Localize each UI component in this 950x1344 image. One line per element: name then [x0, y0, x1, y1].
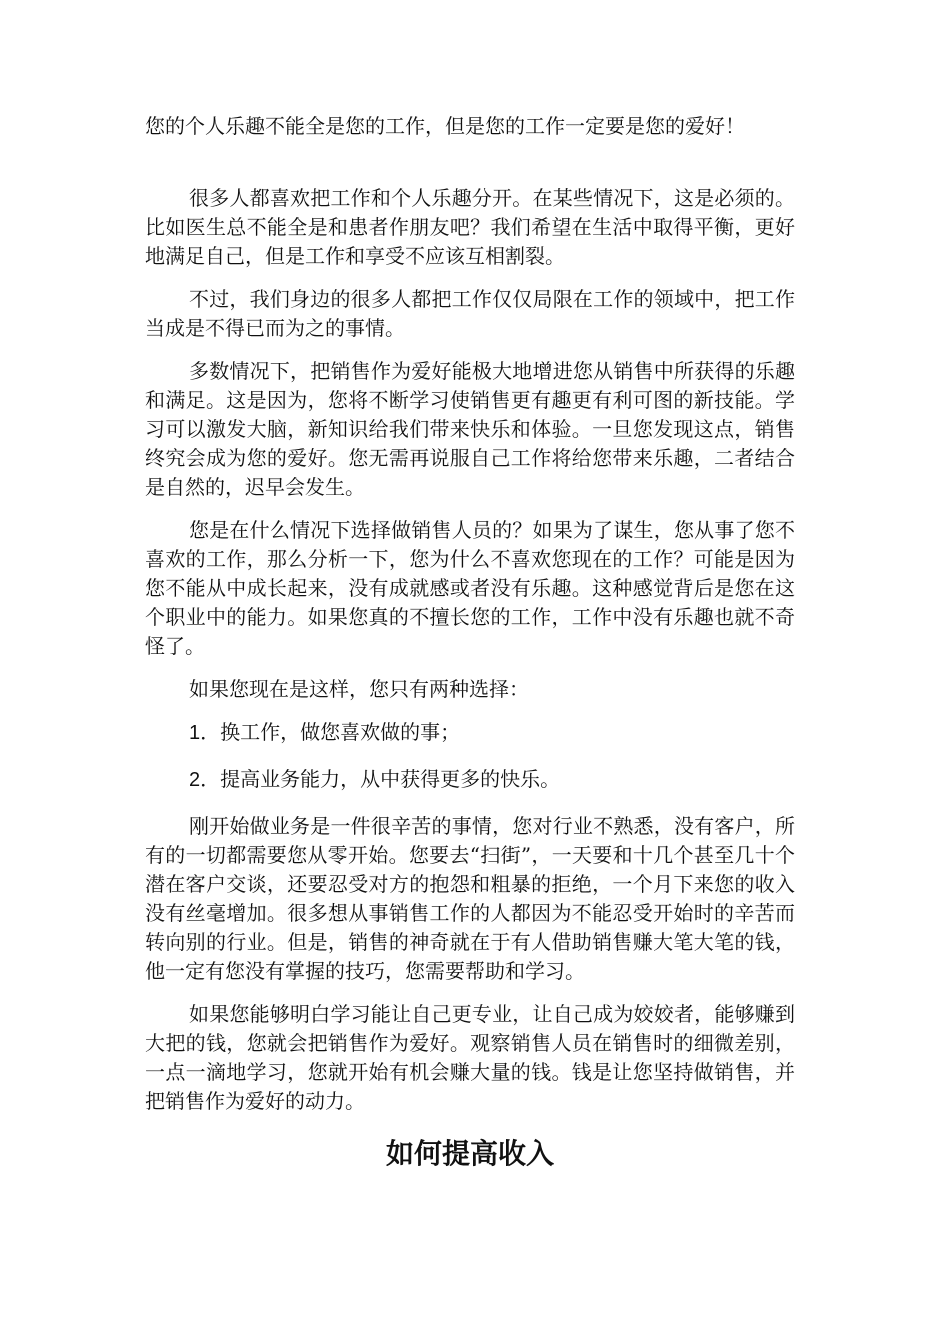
document-page — [145, 112, 795, 1174]
paragraph-sales-as-hobby: 多数情况下，把销售作为爱好能极大地增进您从销售中所获得的乐趣和满足。这是因为，您将不断学习使销售更有趣更有利可图的新技能。学习可以激发大脑，新知识给我们带来快乐和体验。一旦您发现这点，销售终究会成为您的爱好。您无需再说服自己工作将给您带来乐趣，二者结合是自然的，迟早会发生。 — [145, 359, 795, 499]
list-item-text: 换工作，做您喜欢做的事； — [220, 720, 461, 744]
list-item-number: 2． — [189, 769, 221, 791]
section-heading: 如何提高收入 — [385, 1137, 554, 1170]
paragraph-why-sales: 您是在什么情况下选择做销售人员的？如果为了谋生，您从事了您不喜欢的工作，那么分析一下，您为什么不喜欢您现在的工作？可能是因为您不能从中成长起来，没有成就感或者没有乐趣。这种感觉背后是您在这个职业中的能力。如果您真的不擅长您的工作，工作中没有乐趣也就不奇怪了。 — [145, 518, 795, 658]
list-item-text: 提高业务能力，从中获得更多的快乐。 — [220, 767, 561, 791]
list-item — [145, 765, 795, 795]
list-item-number: 1． — [189, 722, 221, 744]
paragraph-learning-motivation: 如果您能够明白学习能让自己更专业，让自己成为姣姣者，能够赚到大把的钱，您就会把销售作为爱好。观察销售人员在销售时的细微差别，一点一滴地学习，您就开始有机会赚大量的钱。钱是让您坚持做销售，并把销售作为爱好的动力。 — [145, 1002, 795, 1113]
lead-sentence: 您的个人乐趣不能全是您的工作，但是您的工作一定要是您的爱好！ — [145, 114, 745, 138]
paragraph-work-and-fun: 很多人都喜欢把工作和个人乐趣分开。在某些情况下，这是必须的。比如医生总不能全是和患者作朋友吧？我们希望在生活中取得平衡，更好地满足自己，但是工作和享受不应该互相割裂。 — [145, 186, 795, 268]
paragraph-two-choices: 如果您现在是这样，您只有两种选择： — [189, 677, 529, 701]
paragraph-hard-start: 刚开始做业务是一件很辛苦的事情，您对行业不熟悉，没有客户，所有的一切都需要您从零开始。您要去“扫街”，一天要和十几个甚至几十个潜在客户交谈，还要忍受对方的抱怨和粗暴的拒绝，一个月下来您的收入没有丝毫增加。很多想从事销售工作的人都因为不能忍受开始时的辛苦而转向别的行业。但是，销售的神奇就在于有人借助销售赚大笔大笔的钱，他一定有您没有掌握的技巧，您需要帮助和学习。 — [145, 814, 795, 983]
paragraph-work-limited: 不过，我们身边的很多人都把工作仅仅局限在工作的领域中，把工作当成是不得已而为之的事情。 — [145, 287, 795, 340]
list-item — [145, 718, 795, 748]
